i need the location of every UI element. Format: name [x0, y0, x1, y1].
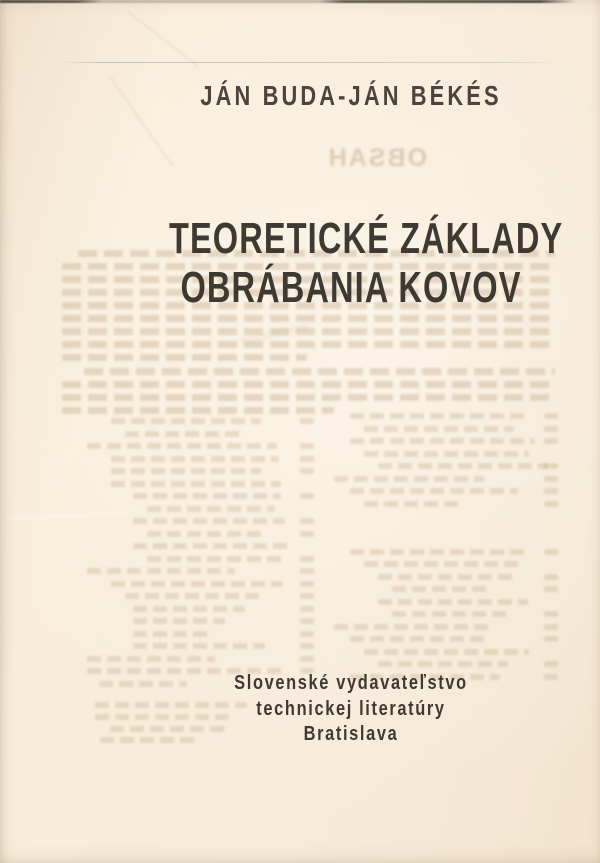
publisher-block: [149, 671, 552, 748]
title-line-1: TEORETICKÉ ZÁKLADY: [168, 214, 564, 263]
publisher-line-2: technickej literatúry: [256, 697, 446, 720]
title-line-2: OBRÁBANIA KOVOV: [180, 263, 522, 312]
author-line: JÁN BUDA-JÁN BÉKÉS: [200, 80, 502, 111]
publisher-city: Bratislava: [303, 723, 399, 745]
book-title: [168, 214, 564, 312]
printed-content: [105, 0, 597, 863]
publisher-line-1: Slovenské vydavateľstvo: [234, 672, 468, 694]
ghost-obsah-heading: OBSAH: [326, 144, 427, 172]
